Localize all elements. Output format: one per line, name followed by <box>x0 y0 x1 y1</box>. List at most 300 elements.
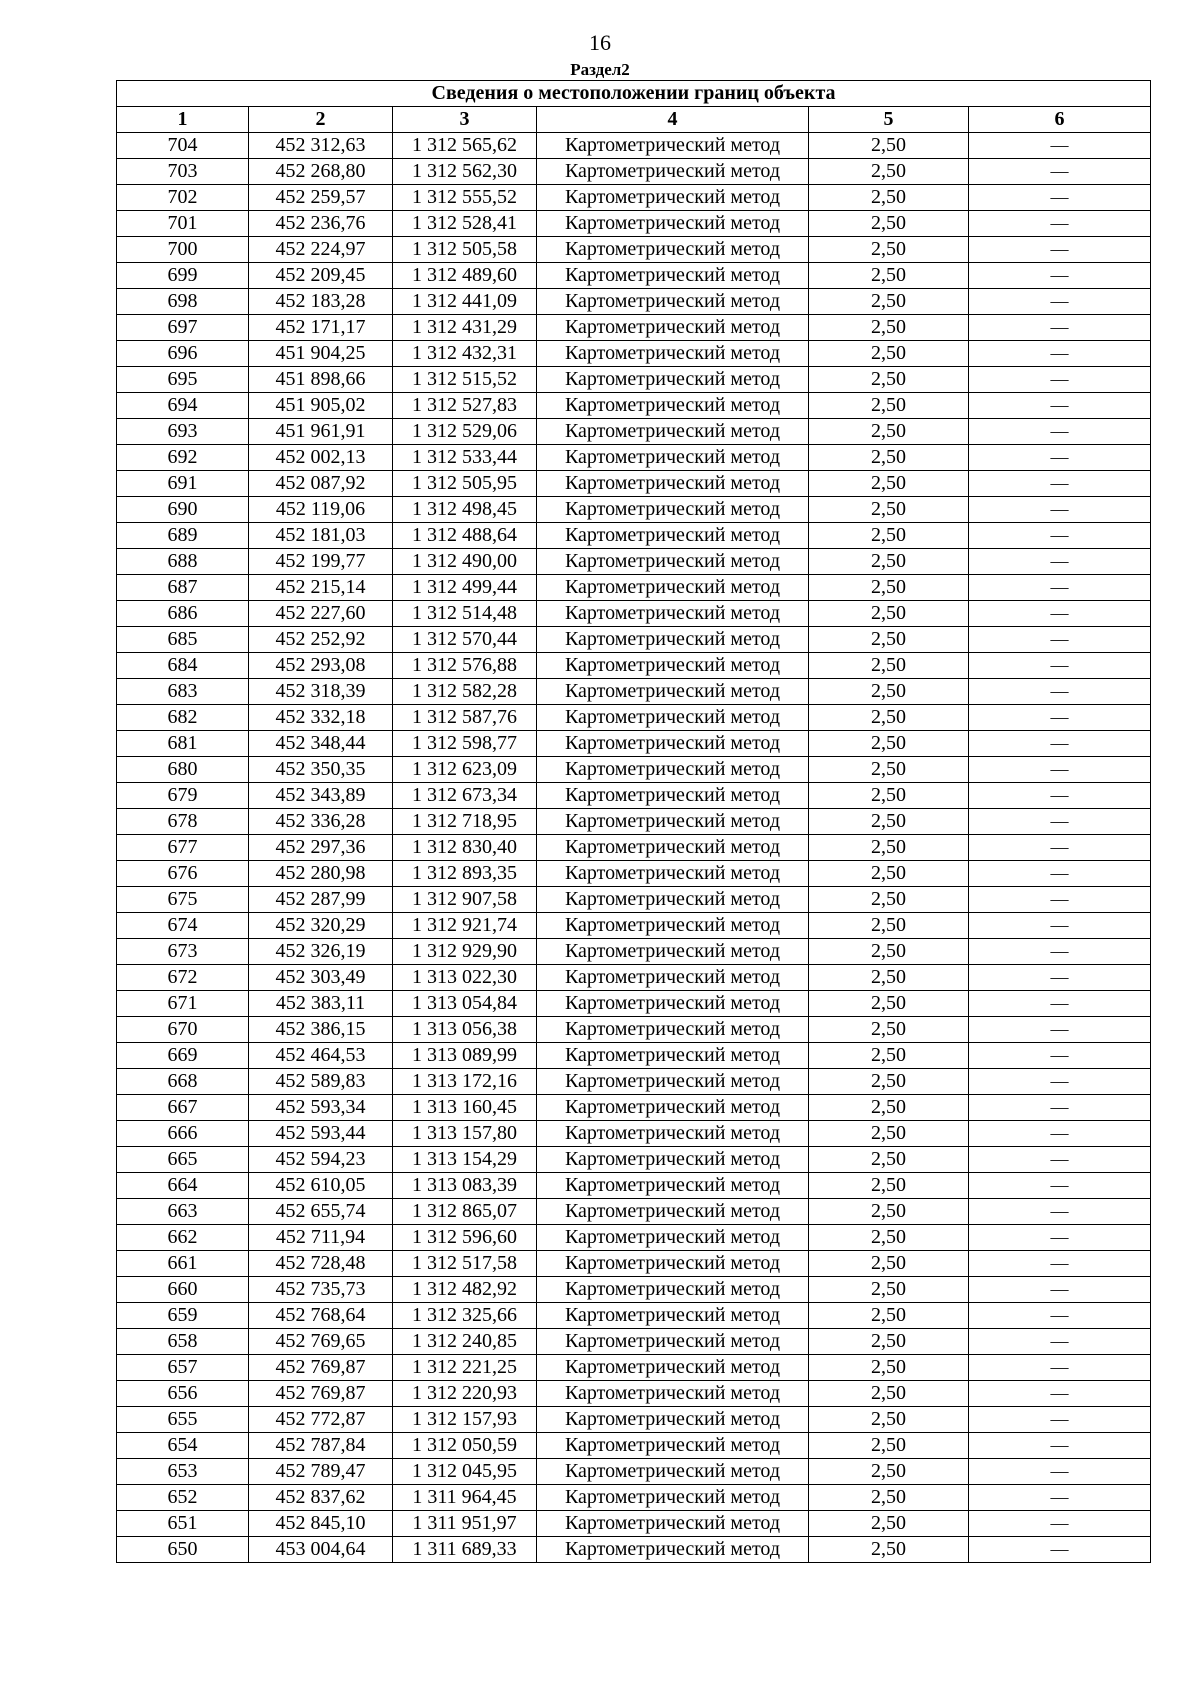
method-cell: Картометрический метод <box>537 419 809 445</box>
point-number-cell: 660 <box>117 1277 249 1303</box>
table-row <box>117 523 1151 549</box>
method-cell: Картометрический метод <box>537 705 809 731</box>
accuracy-cell: 2,50 <box>809 835 969 861</box>
accuracy-cell: 2,50 <box>809 1147 969 1173</box>
table-body <box>117 133 1151 1563</box>
accuracy-cell: 2,50 <box>809 731 969 757</box>
accuracy-cell: 2,50 <box>809 1355 969 1381</box>
accuracy-cell: 2,50 <box>809 289 969 315</box>
method-cell: Картометрический метод <box>537 159 809 185</box>
point-number-cell: 657 <box>117 1355 249 1381</box>
accuracy-cell: 2,50 <box>809 185 969 211</box>
y-coordinate-cell: 1 312 598,77 <box>393 731 537 757</box>
y-coordinate-cell: 1 312 220,93 <box>393 1381 537 1407</box>
point-number-cell: 654 <box>117 1433 249 1459</box>
accuracy-cell: 2,50 <box>809 523 969 549</box>
description-cell: — <box>969 991 1151 1017</box>
point-number-cell: 669 <box>117 1043 249 1069</box>
method-cell: Картометрический метод <box>537 575 809 601</box>
point-number-cell: 666 <box>117 1121 249 1147</box>
point-number-cell: 668 <box>117 1069 249 1095</box>
table-row <box>117 835 1151 861</box>
point-number-cell: 688 <box>117 549 249 575</box>
description-cell: — <box>969 1329 1151 1355</box>
description-cell: — <box>969 1511 1151 1537</box>
table-row <box>117 575 1151 601</box>
x-coordinate-cell: 452 610,05 <box>249 1173 393 1199</box>
table-row <box>117 913 1151 939</box>
description-cell: — <box>969 497 1151 523</box>
description-cell: — <box>969 965 1151 991</box>
point-number-cell: 696 <box>117 341 249 367</box>
accuracy-cell: 2,50 <box>809 211 969 237</box>
point-number-cell: 664 <box>117 1173 249 1199</box>
x-coordinate-cell: 451 898,66 <box>249 367 393 393</box>
column-header: 4 <box>537 107 809 133</box>
table-row <box>117 653 1151 679</box>
x-coordinate-cell: 452 787,84 <box>249 1433 393 1459</box>
accuracy-cell: 2,50 <box>809 705 969 731</box>
column-header: 3 <box>393 107 537 133</box>
accuracy-cell: 2,50 <box>809 393 969 419</box>
method-cell: Картометрический метод <box>537 1277 809 1303</box>
x-coordinate-cell: 452 348,44 <box>249 731 393 757</box>
accuracy-cell: 2,50 <box>809 445 969 471</box>
accuracy-cell: 2,50 <box>809 809 969 835</box>
x-coordinate-cell: 452 789,47 <box>249 1459 393 1485</box>
method-cell: Картометрический метод <box>537 939 809 965</box>
y-coordinate-cell: 1 312 499,44 <box>393 575 537 601</box>
x-coordinate-cell: 452 224,97 <box>249 237 393 263</box>
point-number-cell: 663 <box>117 1199 249 1225</box>
table-row <box>117 679 1151 705</box>
x-coordinate-cell: 452 318,39 <box>249 679 393 705</box>
point-number-cell: 685 <box>117 627 249 653</box>
point-number-cell: 652 <box>117 1485 249 1511</box>
table-row <box>117 1121 1151 1147</box>
accuracy-cell: 2,50 <box>809 1173 969 1199</box>
description-cell: — <box>969 653 1151 679</box>
table-row <box>117 1043 1151 1069</box>
point-number-cell: 653 <box>117 1459 249 1485</box>
point-number-cell: 699 <box>117 263 249 289</box>
accuracy-cell: 2,50 <box>809 315 969 341</box>
table-row <box>117 1459 1151 1485</box>
method-cell: Картометрический метод <box>537 367 809 393</box>
table-row <box>117 1199 1151 1225</box>
method-cell: Картометрический метод <box>537 445 809 471</box>
y-coordinate-cell: 1 312 482,92 <box>393 1277 537 1303</box>
y-coordinate-cell: 1 312 596,60 <box>393 1225 537 1251</box>
table-row <box>117 731 1151 757</box>
accuracy-cell: 2,50 <box>809 133 969 159</box>
description-cell: — <box>969 887 1151 913</box>
point-number-cell: 673 <box>117 939 249 965</box>
table-row <box>117 809 1151 835</box>
x-coordinate-cell: 452 183,28 <box>249 289 393 315</box>
accuracy-cell: 2,50 <box>809 1251 969 1277</box>
x-coordinate-cell: 452 320,29 <box>249 913 393 939</box>
table-row <box>117 1017 1151 1043</box>
description-cell: — <box>969 523 1151 549</box>
x-coordinate-cell: 452 655,74 <box>249 1199 393 1225</box>
description-cell: — <box>969 1355 1151 1381</box>
y-coordinate-cell: 1 312 565,62 <box>393 133 537 159</box>
y-coordinate-cell: 1 312 431,29 <box>393 315 537 341</box>
x-coordinate-cell: 452 171,17 <box>249 315 393 341</box>
accuracy-cell: 2,50 <box>809 1459 969 1485</box>
y-coordinate-cell: 1 312 527,83 <box>393 393 537 419</box>
description-cell: — <box>969 1485 1151 1511</box>
table-row <box>117 1485 1151 1511</box>
x-coordinate-cell: 452 711,94 <box>249 1225 393 1251</box>
point-number-cell: 689 <box>117 523 249 549</box>
table-row <box>117 549 1151 575</box>
y-coordinate-cell: 1 312 830,40 <box>393 835 537 861</box>
method-cell: Картометрический метод <box>537 783 809 809</box>
y-coordinate-cell: 1 313 089,99 <box>393 1043 537 1069</box>
description-cell: — <box>969 1017 1151 1043</box>
table-row <box>117 1433 1151 1459</box>
point-number-cell: 656 <box>117 1381 249 1407</box>
accuracy-cell: 2,50 <box>809 1537 969 1563</box>
y-coordinate-cell: 1 312 505,95 <box>393 471 537 497</box>
x-coordinate-cell: 452 769,87 <box>249 1355 393 1381</box>
y-coordinate-cell: 1 312 488,64 <box>393 523 537 549</box>
description-cell: — <box>969 575 1151 601</box>
point-number-cell: 661 <box>117 1251 249 1277</box>
method-cell: Картометрический метод <box>537 913 809 939</box>
table-row <box>117 1225 1151 1251</box>
accuracy-cell: 2,50 <box>809 1121 969 1147</box>
y-coordinate-cell: 1 312 514,48 <box>393 601 537 627</box>
x-coordinate-cell: 452 350,35 <box>249 757 393 783</box>
accuracy-cell: 2,50 <box>809 757 969 783</box>
x-coordinate-cell: 452 303,49 <box>249 965 393 991</box>
description-cell: — <box>969 1121 1151 1147</box>
description-cell: — <box>969 1433 1151 1459</box>
method-cell: Картометрический метод <box>537 211 809 237</box>
description-cell: — <box>969 1069 1151 1095</box>
x-coordinate-cell: 452 209,45 <box>249 263 393 289</box>
y-coordinate-cell: 1 312 441,09 <box>393 289 537 315</box>
description-cell: — <box>969 601 1151 627</box>
point-number-cell: 650 <box>117 1537 249 1563</box>
method-cell: Картометрический метод <box>537 185 809 211</box>
table-row <box>117 1277 1151 1303</box>
y-coordinate-cell: 1 312 570,44 <box>393 627 537 653</box>
accuracy-cell: 2,50 <box>809 861 969 887</box>
accuracy-cell: 2,50 <box>809 1329 969 1355</box>
y-coordinate-cell: 1 312 673,34 <box>393 783 537 809</box>
description-cell: — <box>969 1251 1151 1277</box>
table-row <box>117 887 1151 913</box>
table-row <box>117 1407 1151 1433</box>
method-cell: Картометрический метод <box>537 1173 809 1199</box>
y-coordinate-cell: 1 312 555,52 <box>393 185 537 211</box>
table-row <box>117 185 1151 211</box>
y-coordinate-cell: 1 312 865,07 <box>393 1199 537 1225</box>
description-cell: — <box>969 939 1151 965</box>
description-cell: — <box>969 367 1151 393</box>
table-row <box>117 133 1151 159</box>
y-coordinate-cell: 1 312 498,45 <box>393 497 537 523</box>
column-header: 1 <box>117 107 249 133</box>
x-coordinate-cell: 452 287,99 <box>249 887 393 913</box>
y-coordinate-cell: 1 312 623,09 <box>393 757 537 783</box>
y-coordinate-cell: 1 312 907,58 <box>393 887 537 913</box>
x-coordinate-cell: 452 772,87 <box>249 1407 393 1433</box>
accuracy-cell: 2,50 <box>809 367 969 393</box>
accuracy-cell: 2,50 <box>809 1199 969 1225</box>
accuracy-cell: 2,50 <box>809 575 969 601</box>
point-number-cell: 695 <box>117 367 249 393</box>
y-coordinate-cell: 1 311 689,33 <box>393 1537 537 1563</box>
accuracy-cell: 2,50 <box>809 887 969 913</box>
x-coordinate-cell: 452 259,57 <box>249 185 393 211</box>
table-row <box>117 757 1151 783</box>
description-cell: — <box>969 159 1151 185</box>
x-coordinate-cell: 452 837,62 <box>249 1485 393 1511</box>
table-row <box>117 1537 1151 1563</box>
x-coordinate-cell: 452 343,89 <box>249 783 393 809</box>
y-coordinate-cell: 1 312 929,90 <box>393 939 537 965</box>
y-coordinate-cell: 1 313 054,84 <box>393 991 537 1017</box>
y-coordinate-cell: 1 312 432,31 <box>393 341 537 367</box>
accuracy-cell: 2,50 <box>809 341 969 367</box>
table-row <box>117 367 1151 393</box>
accuracy-cell: 2,50 <box>809 1303 969 1329</box>
method-cell: Картометрический метод <box>537 1355 809 1381</box>
point-number-cell: 704 <box>117 133 249 159</box>
table-row <box>117 601 1151 627</box>
x-coordinate-cell: 452 227,60 <box>249 601 393 627</box>
accuracy-cell: 2,50 <box>809 965 969 991</box>
y-coordinate-cell: 1 312 045,95 <box>393 1459 537 1485</box>
accuracy-cell: 2,50 <box>809 1225 969 1251</box>
method-cell: Картометрический метод <box>537 1069 809 1095</box>
x-coordinate-cell: 451 961,91 <box>249 419 393 445</box>
x-coordinate-cell: 452 119,06 <box>249 497 393 523</box>
method-cell: Картометрический метод <box>537 653 809 679</box>
x-coordinate-cell: 452 293,08 <box>249 653 393 679</box>
x-coordinate-cell: 452 087,92 <box>249 471 393 497</box>
accuracy-cell: 2,50 <box>809 497 969 523</box>
description-cell: — <box>969 1225 1151 1251</box>
x-coordinate-cell: 451 904,25 <box>249 341 393 367</box>
point-number-cell: 686 <box>117 601 249 627</box>
x-coordinate-cell: 452 769,87 <box>249 1381 393 1407</box>
point-number-cell: 698 <box>117 289 249 315</box>
y-coordinate-cell: 1 312 921,74 <box>393 913 537 939</box>
description-cell: — <box>969 315 1151 341</box>
y-coordinate-cell: 1 313 154,29 <box>393 1147 537 1173</box>
accuracy-cell: 2,50 <box>809 939 969 965</box>
description-cell: — <box>969 393 1151 419</box>
y-coordinate-cell: 1 313 056,38 <box>393 1017 537 1043</box>
y-coordinate-cell: 1 312 576,88 <box>393 653 537 679</box>
accuracy-cell: 2,50 <box>809 1381 969 1407</box>
boundary-coordinates-table <box>116 80 1151 1563</box>
description-cell: — <box>969 1381 1151 1407</box>
y-coordinate-cell: 1 313 160,45 <box>393 1095 537 1121</box>
description-cell: — <box>969 731 1151 757</box>
point-number-cell: 667 <box>117 1095 249 1121</box>
x-coordinate-cell: 452 336,28 <box>249 809 393 835</box>
description-cell: — <box>969 1043 1151 1069</box>
y-coordinate-cell: 1 312 505,58 <box>393 237 537 263</box>
y-coordinate-cell: 1 312 893,35 <box>393 861 537 887</box>
description-cell: — <box>969 627 1151 653</box>
x-coordinate-cell: 452 464,53 <box>249 1043 393 1069</box>
accuracy-cell: 2,50 <box>809 549 969 575</box>
x-coordinate-cell: 451 905,02 <box>249 393 393 419</box>
description-cell: — <box>969 133 1151 159</box>
x-coordinate-cell: 452 845,10 <box>249 1511 393 1537</box>
description-cell: — <box>969 263 1151 289</box>
point-number-cell: 697 <box>117 315 249 341</box>
x-coordinate-cell: 452 386,15 <box>249 1017 393 1043</box>
y-coordinate-cell: 1 312 587,76 <box>393 705 537 731</box>
accuracy-cell: 2,50 <box>809 237 969 263</box>
point-number-cell: 679 <box>117 783 249 809</box>
y-coordinate-cell: 1 312 515,52 <box>393 367 537 393</box>
table-row <box>117 1381 1151 1407</box>
description-cell: — <box>969 1303 1151 1329</box>
point-number-cell: 682 <box>117 705 249 731</box>
y-coordinate-cell: 1 312 221,25 <box>393 1355 537 1381</box>
accuracy-cell: 2,50 <box>809 471 969 497</box>
method-cell: Картометрический метод <box>537 263 809 289</box>
method-cell: Картометрический метод <box>537 237 809 263</box>
description-cell: — <box>969 913 1151 939</box>
x-coordinate-cell: 452 735,73 <box>249 1277 393 1303</box>
point-number-cell: 675 <box>117 887 249 913</box>
table-row <box>117 939 1151 965</box>
method-cell: Картометрический метод <box>537 1225 809 1251</box>
point-number-cell: 659 <box>117 1303 249 1329</box>
point-number-cell: 672 <box>117 965 249 991</box>
method-cell: Картометрический метод <box>537 1329 809 1355</box>
page-number: 16 <box>589 30 611 55</box>
table-row <box>117 315 1151 341</box>
point-number-cell: 674 <box>117 913 249 939</box>
method-cell: Картометрический метод <box>537 1121 809 1147</box>
x-coordinate-cell: 452 593,44 <box>249 1121 393 1147</box>
method-cell: Картометрический метод <box>537 1017 809 1043</box>
method-cell: Картометрический метод <box>537 601 809 627</box>
x-coordinate-cell: 452 199,77 <box>249 549 393 575</box>
description-cell: — <box>969 679 1151 705</box>
table-row <box>117 263 1151 289</box>
point-number-cell: 700 <box>117 237 249 263</box>
description-cell: — <box>969 1459 1151 1485</box>
table-row <box>117 1329 1151 1355</box>
method-cell: Картометрический метод <box>537 887 809 913</box>
accuracy-cell: 2,50 <box>809 1407 969 1433</box>
method-cell: Картометрический метод <box>537 1095 809 1121</box>
table-row <box>117 159 1151 185</box>
method-cell: Картометрический метод <box>537 1147 809 1173</box>
point-number-cell: 680 <box>117 757 249 783</box>
column-header: 5 <box>809 107 969 133</box>
accuracy-cell: 2,50 <box>809 627 969 653</box>
y-coordinate-cell: 1 312 490,00 <box>393 549 537 575</box>
method-cell: Картометрический метод <box>537 1043 809 1069</box>
accuracy-cell: 2,50 <box>809 1043 969 1069</box>
description-cell: — <box>969 1199 1151 1225</box>
description-cell: — <box>969 419 1151 445</box>
y-coordinate-cell: 1 312 582,28 <box>393 679 537 705</box>
accuracy-cell: 2,50 <box>809 991 969 1017</box>
method-cell: Картометрический метод <box>537 809 809 835</box>
point-number-cell: 691 <box>117 471 249 497</box>
accuracy-cell: 2,50 <box>809 1511 969 1537</box>
method-cell: Картометрический метод <box>537 289 809 315</box>
method-cell: Картометрический метод <box>537 1199 809 1225</box>
table-row <box>117 497 1151 523</box>
table-row <box>117 861 1151 887</box>
column-header: 6 <box>969 107 1151 133</box>
description-cell: — <box>969 861 1151 887</box>
x-coordinate-cell: 452 268,80 <box>249 159 393 185</box>
accuracy-cell: 2,50 <box>809 783 969 809</box>
table-row <box>117 211 1151 237</box>
table-head <box>117 81 1151 133</box>
y-coordinate-cell: 1 312 157,93 <box>393 1407 537 1433</box>
method-cell: Картометрический метод <box>537 861 809 887</box>
point-number-cell: 665 <box>117 1147 249 1173</box>
method-cell: Картометрический метод <box>537 1485 809 1511</box>
x-coordinate-cell: 452 297,36 <box>249 835 393 861</box>
method-cell: Картометрический метод <box>537 965 809 991</box>
accuracy-cell: 2,50 <box>809 419 969 445</box>
method-cell: Картометрический метод <box>537 393 809 419</box>
method-cell: Картометрический метод <box>537 835 809 861</box>
point-number-cell: 678 <box>117 809 249 835</box>
point-number-cell: 655 <box>117 1407 249 1433</box>
accuracy-cell: 2,50 <box>809 601 969 627</box>
accuracy-cell: 2,50 <box>809 1069 969 1095</box>
y-coordinate-cell: 1 312 489,60 <box>393 263 537 289</box>
point-number-cell: 683 <box>117 679 249 705</box>
method-cell: Картометрический метод <box>537 523 809 549</box>
method-cell: Картометрический метод <box>537 679 809 705</box>
y-coordinate-cell: 1 312 050,59 <box>393 1433 537 1459</box>
description-cell: — <box>969 1277 1151 1303</box>
description-cell: — <box>969 211 1151 237</box>
table-row <box>117 237 1151 263</box>
column-number-row <box>117 107 1151 133</box>
accuracy-cell: 2,50 <box>809 653 969 679</box>
x-coordinate-cell: 452 768,64 <box>249 1303 393 1329</box>
y-coordinate-cell: 1 313 157,80 <box>393 1121 537 1147</box>
method-cell: Картометрический метод <box>537 341 809 367</box>
method-cell: Картометрический метод <box>537 497 809 523</box>
method-cell: Картометрический метод <box>537 757 809 783</box>
column-header: 2 <box>249 107 393 133</box>
x-coordinate-cell: 452 332,18 <box>249 705 393 731</box>
x-coordinate-cell: 453 004,64 <box>249 1537 393 1563</box>
description-cell: — <box>969 1173 1151 1199</box>
table-row <box>117 1511 1151 1537</box>
table-row <box>117 419 1151 445</box>
description-cell: — <box>969 757 1151 783</box>
table-row <box>117 1069 1151 1095</box>
accuracy-cell: 2,50 <box>809 159 969 185</box>
point-number-cell: 690 <box>117 497 249 523</box>
x-coordinate-cell: 452 181,03 <box>249 523 393 549</box>
